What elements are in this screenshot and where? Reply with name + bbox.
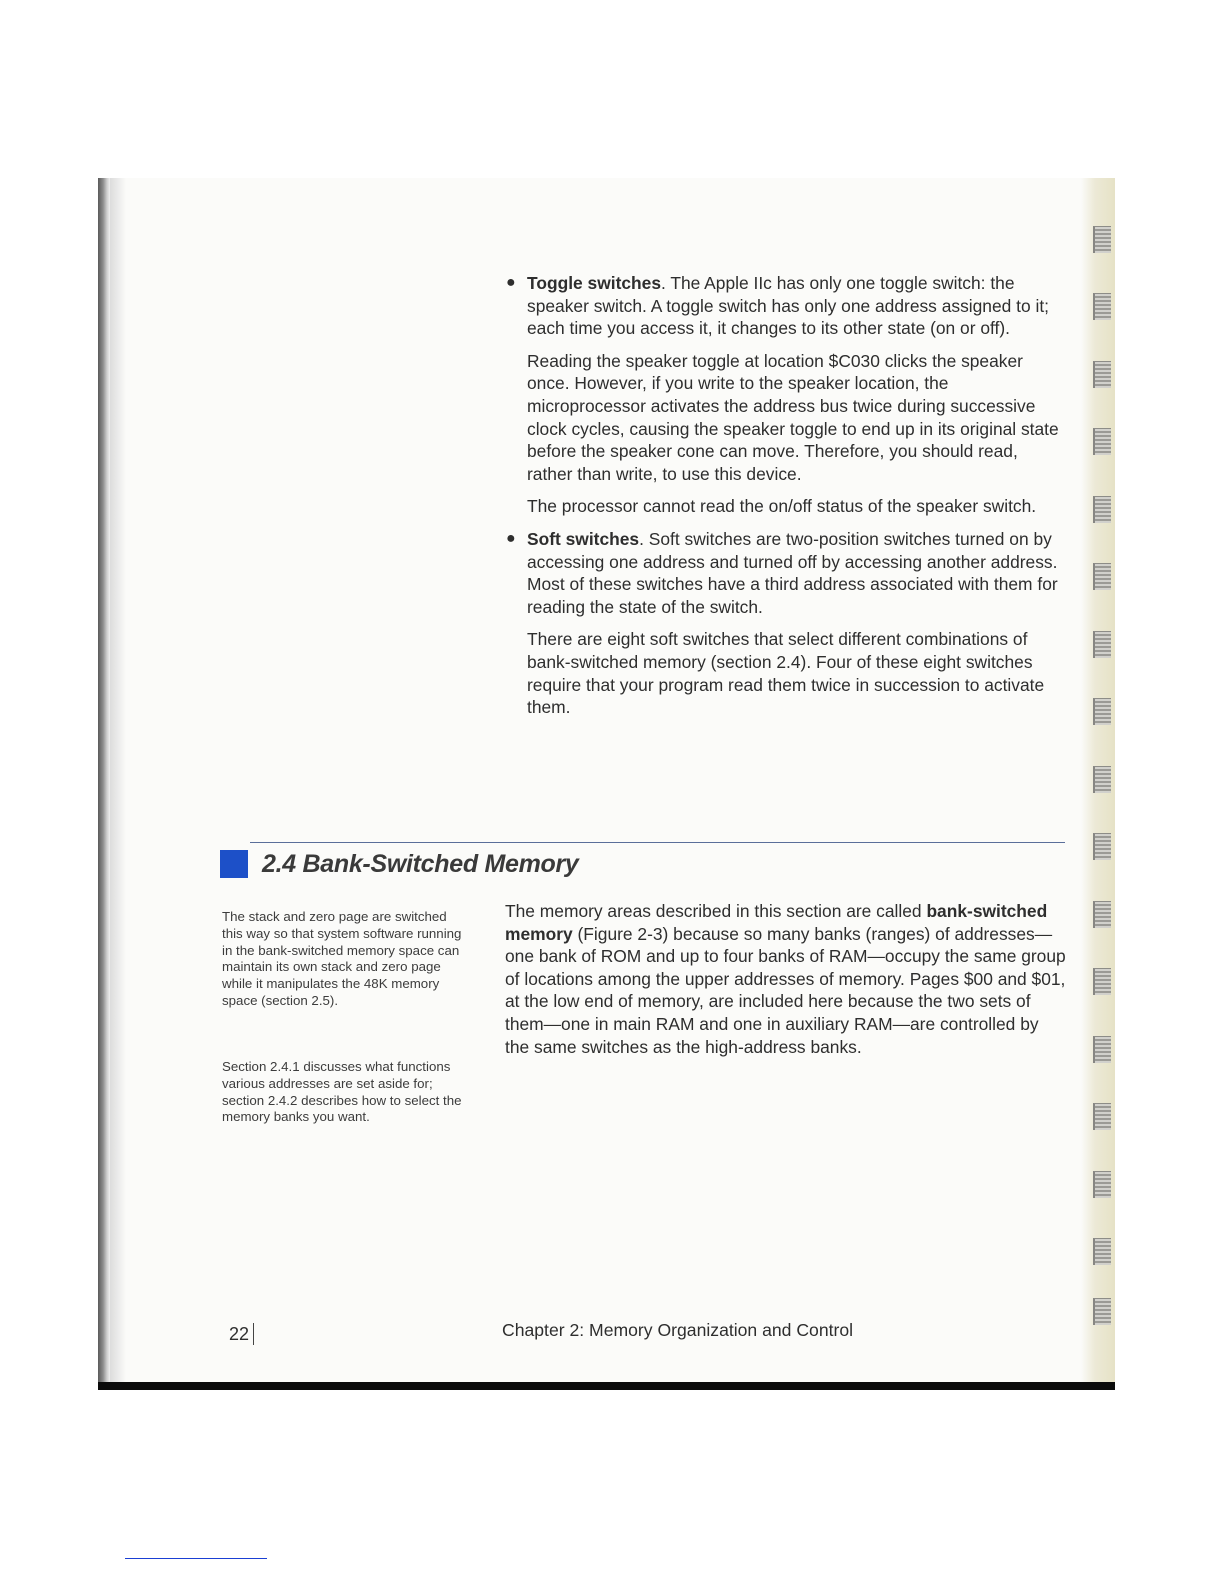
spiral-tab: [1093, 1036, 1111, 1063]
eight-soft-switches-paragraph: There are eight soft switches that select different combinations of bank-switched memory (section 2.4). Four of these eight switches require that your program read them twice in succession to activate them.: [527, 629, 1045, 718]
binding-shadow: [110, 178, 126, 1390]
spiral-tab: [1093, 361, 1111, 388]
soft-switches-term: Soft switches: [527, 528, 640, 549]
running-footer-chapter: Chapter 2: Memory Organization and Control: [502, 1320, 854, 1340]
body-text-rest: (Figure 2-3) because so many banks (ranges) of addresses—one bank of ROM and up to four banks of RAM—occupy the same group of locations among the upper addresses of memory. Pages $00 and $01, at the low end of memory, are included here because the two sets of them—one in main RAM and one in auxiliary RAM—are controlled by the same switches as the high-address banks.: [505, 923, 1066, 1057]
spiral-tab: [1093, 226, 1111, 253]
speaker-status-paragraph: The processor cannot read the on/off status of the speaker switch.: [527, 496, 1037, 517]
spiral-tab: [1093, 901, 1111, 928]
footer-link-underline: [125, 1558, 267, 1559]
bank-switched-paragraph: [505, 900, 1067, 1058]
spiral-tab: [1093, 428, 1111, 455]
margin-note-stack: The stack and zero page are switched this way so that system software running in the bank-switched memory space can maintain its own stack and zero page while it manipulates the 48K memory space (section 2.5).: [222, 909, 462, 1008]
spiral-tab: [1093, 833, 1111, 860]
page-number: 22: [229, 1323, 254, 1345]
page-binding-edge: [98, 178, 110, 1390]
page-bottom-edge: [98, 1382, 1115, 1390]
margin-note-sections: Section 2.4.1 discusses what functions various addresses are set aside for; section 2.4.2 describes how to select the memory banks you want.: [222, 1059, 462, 1125]
spiral-tab: [1093, 698, 1111, 725]
toggle-switches-paragraph: [527, 272, 1062, 340]
spiral-tab: [1093, 1298, 1111, 1325]
section-heading: 2.4 Bank-Switched Memory: [262, 850, 579, 878]
toggle-switches-text: . The Apple IIc has only one toggle switch: the speaker switch. A toggle switch has only one address assigned to it; each time you access it, it changes to its other state (on or off).: [527, 273, 1050, 339]
spiral-tab: [1093, 1171, 1111, 1198]
soft-switches-text: . Soft switches are two-position switches turned on by accessing one address and turned off by accessing another address. Most of these switches have a third address associated with them for reading the state of the switch.: [527, 528, 1058, 617]
bank-switched-term: bank-switched memory: [505, 901, 1048, 944]
spiral-tab: [1093, 496, 1111, 523]
section-marker-square: [220, 850, 248, 878]
spiral-binding: [1081, 178, 1115, 1382]
spiral-tab: [1093, 1238, 1111, 1265]
spiral-tab: [1093, 766, 1111, 793]
toggle-switches-item: [506, 272, 1062, 518]
body-text-start: The memory areas described in this section are called: [505, 901, 927, 921]
spiral-tab: [1093, 563, 1111, 590]
spiral-tab: [1093, 1103, 1111, 1130]
section-rule: [250, 842, 1065, 843]
soft-switches-paragraph: [527, 528, 1062, 618]
bullet-icon: ●: [506, 529, 516, 547]
spiral-tab: [1093, 293, 1111, 320]
soft-switches-item: [506, 528, 1062, 719]
bullet-icon: ●: [506, 274, 516, 291]
spiral-tab: [1093, 968, 1111, 995]
spiral-tab: [1093, 631, 1111, 658]
main-column: [506, 272, 1062, 719]
speaker-toggle-paragraph: Reading the speaker toggle at location $C030 clicks the speaker once. However, if you write to the speaker location, the microprocessor activates the address bus twice during successive clock cycles, causing the speaker toggle to end up in its original state before the speaker cone can move. Therefore, you should read, rather than write, to use this device.: [527, 350, 1059, 484]
toggle-switches-term: Toggle switches: [527, 273, 661, 293]
